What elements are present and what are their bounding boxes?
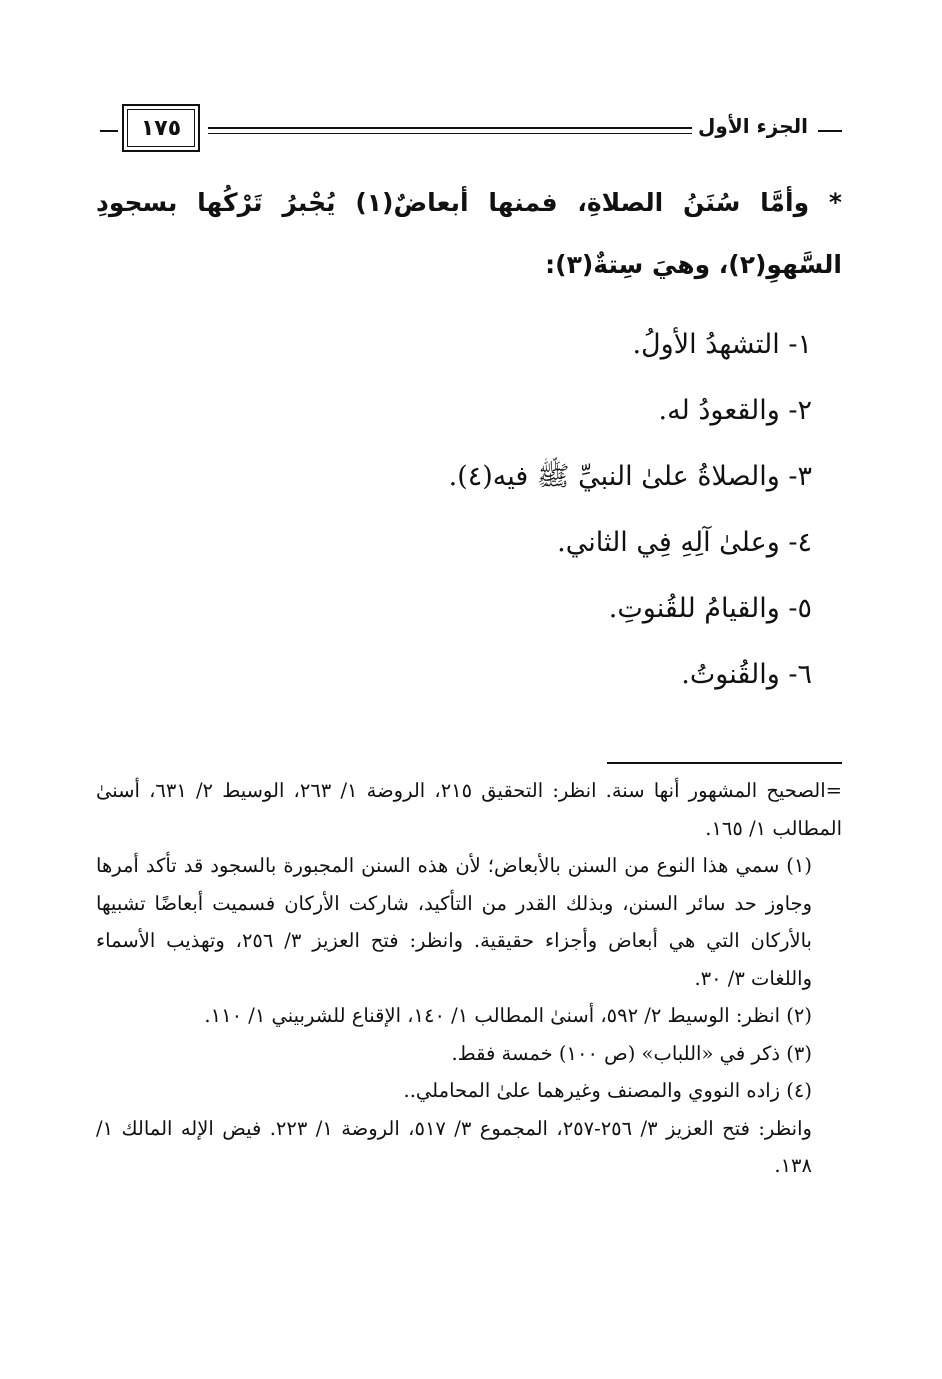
header-rule-left: [100, 130, 118, 132]
header-rule-double: [208, 127, 692, 134]
footnote-separator: [607, 762, 842, 764]
list-item: ٢- والقعودُ له.: [658, 395, 812, 426]
page-header: [100, 100, 842, 160]
footnote-2: (٢) انظر: الوسيط ٢/ ٥٩٢، أسنىٰ المطالب ١/ ١٤٠، الإقناع للشربيني ١/ ١١٠.: [204, 1004, 812, 1027]
sunan-list: [96, 312, 812, 708]
list-item: ٥- والقيامُ للقُنوتِ.: [608, 593, 812, 624]
list-item: ١- التشهدُ الأولُ.: [632, 329, 812, 360]
footnote-continuation: =الصحيح المشهور أنها سنة. انظر: التحقيق ٢١٥، الروضة ١/ ٢٦٣، الوسيط ٢/ ٦٣١، أسنىٰ المطالب ١/ ١٦٥.: [96, 779, 843, 840]
footnote-1: (١) سمي هذا النوع من السنن بالأبعاض؛ لأن هذه السنن المجبورة بالسجود قد تأكد أمرها وجاوز حد سائر السنن، وبذلك القدر من التأكيد، شاركت الأركان فسميت أبعاضًا تشبيها بالأركان التي هي أبعاض وأجزاء حقيقية. وانظر: فتح العزيز ٣/ ٢٥٦، وتهذيب الأسماء واللغات ٣/ ٣٠.: [96, 854, 813, 990]
intro-paragraph: * وأمَّا سُنَنُ الصلاةِ، فمنها أبعاضٌ(١) يُجْبرُ تَرْكُها بسجودِ السَّهوِ(٢)، وهيَ سِتةٌ(٣):: [96, 188, 842, 279]
page-number: ١٧٥: [127, 109, 195, 147]
footnote-3: (٣) ذكر في «اللباب» (ص ١٠٠) خمسة فقط.: [451, 1041, 812, 1065]
page-number-frame: [122, 104, 200, 152]
header-rule-right: [818, 130, 842, 132]
footnotes: [96, 772, 842, 1185]
list-item: ٦- والقُنوتُ.: [681, 659, 812, 690]
footnote-4-reference: وانظر: فتح العزيز ٣/ ٢٥٦-٢٥٧، المجموع ٣/ ٥١٧، الروضة ١/ ٢٢٣. فيض الإله المالك ١/ ١٣٨.: [96, 1116, 812, 1177]
footnote-4: (٤) زاده النووي والمصنف وغيرهما علىٰ المحاملي..: [403, 1079, 812, 1102]
part-title: الجزء الأول: [698, 114, 808, 138]
list-item: ٣- والصلاةُ علىٰ النبيِّ ﷺ فيه(٤).: [448, 461, 812, 492]
main-text: [96, 172, 842, 724]
list-item: ٤- وعلىٰ آلِهِ فِي الثاني.: [557, 527, 812, 558]
